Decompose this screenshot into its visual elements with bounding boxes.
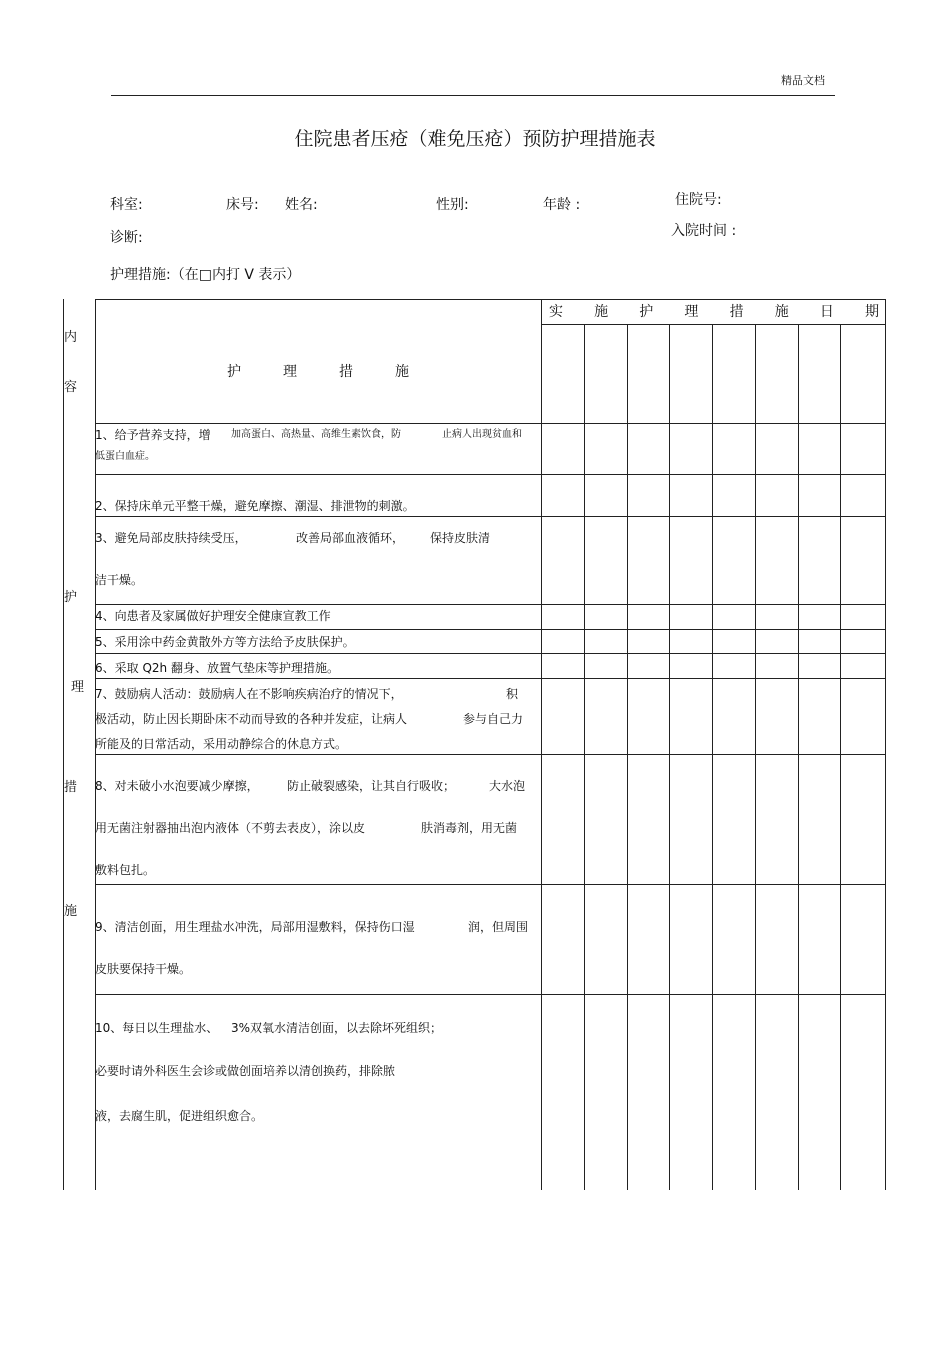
measure-text: 所能及的日常活动，采用动静综合的休息方式。 (95, 737, 348, 751)
row-line (95, 754, 886, 755)
measure-text: 参与自己力 (463, 712, 524, 726)
measure-text: 低蛋白血症。 (95, 451, 155, 462)
bed-label: 床号: (226, 197, 259, 213)
measure-text: 加高蛋白、高热量、高维生素饮食，防 (231, 429, 401, 440)
admission-no-label: 住院号: (675, 192, 722, 208)
date-header-char: 理 (684, 304, 699, 320)
measures-table (63, 299, 886, 1190)
measure-text: 10、每日以生理盐水、 (95, 1021, 219, 1035)
measure-text: 4、向患者及家属做好护理安全健康宣教工作 (95, 609, 331, 623)
table-border-left (63, 299, 64, 1190)
measure-text: 积 (506, 687, 519, 701)
side-label-char: 措 (64, 780, 78, 795)
date-header-char: 日 (819, 304, 834, 320)
measures-header: 护 理 措 施 (227, 364, 409, 380)
table-border-right (885, 299, 886, 1190)
row-line (95, 884, 886, 885)
table-divider-measures (541, 299, 542, 1190)
instruction-text: 护理措施:（在□内打 V 表示） (110, 267, 301, 283)
header-label: 精品文档 (781, 74, 825, 87)
department-label: 科室: (110, 197, 143, 213)
side-label-char: 护 (64, 590, 78, 605)
date-column-line (669, 324, 670, 1190)
measure-text: 止病人出现贫血和 (442, 429, 522, 440)
row-line (95, 678, 886, 679)
date-header-char: 措 (729, 304, 744, 320)
measure-text: 1、给予营养支持，增 (95, 428, 211, 442)
date-header-line (541, 324, 886, 325)
date-column-line (755, 324, 756, 1190)
date-header-char: 实 (549, 304, 563, 320)
content-header-char: 容 (64, 380, 78, 395)
measure-text: 润，但周围 (468, 920, 529, 934)
row-line (95, 516, 886, 517)
diagnosis-label: 诊断: (110, 230, 143, 246)
measure-text: 防止破裂感染，让其自行吸收； (287, 779, 456, 793)
date-column-line (840, 324, 841, 1190)
row-line (95, 629, 886, 630)
date-column-line (712, 324, 713, 1190)
row-line (95, 994, 886, 995)
measure-text: 极活动，防止因长期卧床不动而导致的各种并发症，让病人 (95, 712, 408, 726)
measure-text: 改善局部血液循环， (296, 531, 405, 545)
gender-label: 性别: (436, 197, 469, 213)
measure-text: 敷料包扎。 (95, 863, 156, 877)
side-label-char: 理 (71, 680, 85, 695)
name-label: 姓名: (285, 197, 318, 213)
row-line (95, 653, 886, 654)
date-header-char: 期 (864, 304, 879, 320)
measure-text: 2、保持床单元平整干燥，避免摩擦、潮湿、排泄物的刺激。 (95, 499, 415, 513)
age-label: 年龄 : (543, 197, 581, 213)
side-label-char: 施 (64, 904, 78, 919)
row-line (95, 474, 886, 475)
measure-text: 肤消毒剂，用无菌 (421, 821, 518, 835)
measure-text: 7、鼓励病人活动：鼓励病人在不影响疾病治疗的情况下， (95, 687, 403, 701)
measure-text: 皮肤要保持干燥。 (95, 962, 192, 976)
row-line (95, 604, 886, 605)
document-title: 住院患者压疮（难免压疮）预防护理措施表 (294, 128, 656, 150)
measure-text: 用无菌注射器抽出泡内液体（不剪去表皮），涂以皮 (95, 821, 366, 835)
table-header-line (95, 423, 886, 424)
date-header (549, 301, 879, 321)
date-column-line (627, 324, 628, 1190)
measure-text: 6、采取 Q2h 翻身、放置气垫床等护理措施。 (95, 661, 339, 675)
measure-text: 8、对未破小水泡要减少摩擦， (95, 779, 259, 793)
measure-text: 3、避免局部皮肤持续受压， (95, 531, 247, 545)
date-header-char: 施 (774, 304, 789, 320)
content-header-char: 内 (64, 330, 78, 345)
table-border-top (95, 299, 886, 300)
date-column-line (798, 324, 799, 1190)
date-header-char: 施 (594, 304, 609, 320)
measure-text: 保持皮肤清 (430, 531, 491, 545)
measure-text: 洁干燥。 (95, 573, 144, 587)
date-column-line (584, 324, 585, 1190)
admission-time-label: 入院时间 : (671, 223, 737, 239)
measure-text: 必要时请外科医生会诊或做创面培养以清创换药，排除脓 (95, 1064, 396, 1078)
date-header-char: 护 (639, 304, 654, 320)
header-rule (111, 95, 835, 96)
measure-text: 3%双氧水清洁创面，以去除坏死组织； (231, 1021, 443, 1035)
measure-text: 大水泡 (489, 779, 526, 793)
measure-text: 9、清洁创面，用生理盐水冲洗，局部用湿敷料，保持伤口湿 (95, 920, 415, 934)
measure-text: 5、采用涂中药金黄散外方等方法给予皮肤保护。 (95, 635, 355, 649)
measure-text: 液，去腐生肌，促进组织愈合。 (95, 1109, 264, 1123)
